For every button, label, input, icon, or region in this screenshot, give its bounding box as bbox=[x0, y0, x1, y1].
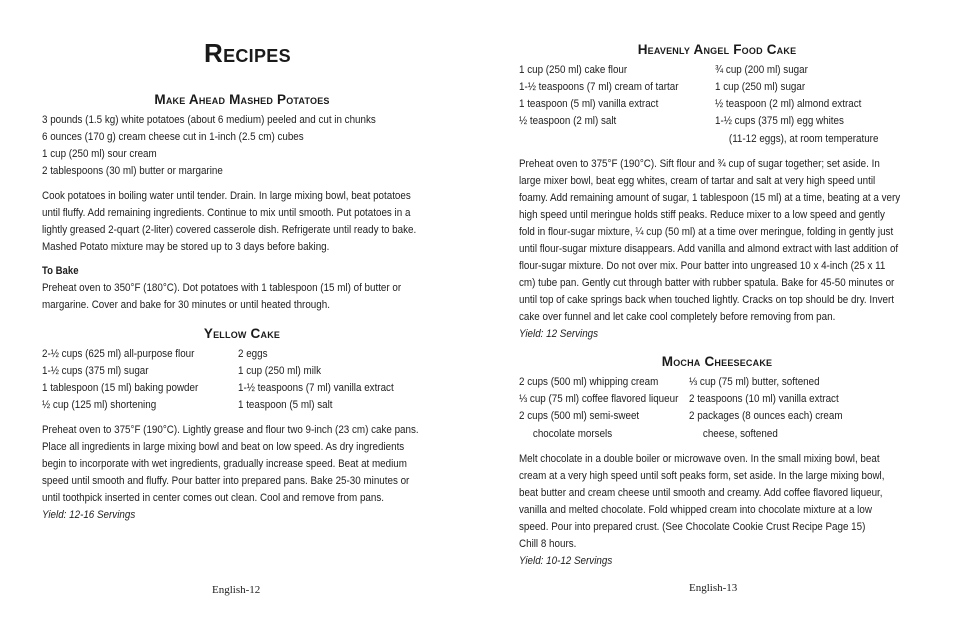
page-number-left: English-12 bbox=[212, 584, 261, 596]
page-number-right: English-13 bbox=[689, 582, 738, 594]
directions-line: until top of cake springs back when touched lightly. Cracks on top should be dry. Invert bbox=[519, 294, 894, 306]
directions-line: vanilla and melted chocolate. Fold whipped cream into chocolate mixture at a low bbox=[519, 504, 872, 516]
directions-line: cream at a very high speed until soft peaks form, set aside. In the large mixing bowl, bbox=[519, 470, 885, 482]
directions-line: beat butter and cream cheese until smooth and creamy. Add coffee flavored liqueur, bbox=[519, 487, 883, 499]
angel-food-yield: Yield: 12 Servings bbox=[519, 328, 599, 340]
mashed-directions bbox=[42, 188, 416, 256]
angel-food-heading: Heavenly Angel Food Cake bbox=[637, 42, 797, 57]
ingredient: 1 cup (250 ml) milk bbox=[238, 365, 322, 377]
ingredient: cheese, softened bbox=[702, 428, 778, 440]
directions-line: large mixer bowl, beat egg whites, cream of tartar and salt at very high speed until bbox=[519, 175, 876, 187]
page-title: Recipes bbox=[204, 38, 291, 68]
angel-food-directions bbox=[519, 156, 900, 326]
ingredient: 3 pounds (1.5 kg) white potatoes (about 6 medium) peeled and cut in chunks bbox=[42, 114, 376, 126]
directions-line: fold in flour-sugar mixture, ¼ cup (50 ml) at a time over meringue, folding in gently just bbox=[519, 226, 894, 238]
mocha-cheesecake-heading: Mocha Cheesecake bbox=[661, 354, 773, 369]
ingredient: 1 cup (250 ml) cake flour bbox=[519, 64, 628, 76]
ingredient: 1 teaspoon (5 ml) vanilla extract bbox=[519, 98, 659, 110]
ingredient: 2 teaspoons (10 ml) vanilla extract bbox=[689, 393, 839, 405]
ingredient: chocolate morsels bbox=[532, 428, 613, 440]
ingredient: 2 cups (500 ml) semi-sweet bbox=[519, 410, 640, 422]
directions-line: cm) tube pan. Gently cut through batter with rubber spatula. Bake for 45-50 minutes or bbox=[519, 277, 895, 289]
directions-line: until fluffy. Add remaining ingredients. Continue to mix until smooth. Put potatoes in a bbox=[42, 207, 411, 219]
ingredient: 1-½ teaspoons (7 ml) vanilla extract bbox=[238, 382, 394, 394]
ingredient: 1 cup (250 ml) sugar bbox=[715, 81, 806, 93]
ingredient: 1-½ cups (375 ml) sugar bbox=[42, 365, 149, 377]
directions-line: Preheat oven to 375°F (190°C). Sift flour and ¾ cup of sugar together; set aside. In bbox=[519, 158, 880, 170]
directions-line: Preheat oven to 375°F (190°C). Lightly grease and flour two 9-inch (23 cm) cake pans. bbox=[42, 424, 419, 436]
ingredient: 2 cups (500 ml) whipping cream bbox=[519, 376, 659, 388]
ingredient: 1 tablespoon (15 ml) baking powder bbox=[42, 382, 199, 394]
directions-line: Preheat oven to 350°F (180°C). Dot potatoes with 1 tablespoon (15 ml) of butter or bbox=[42, 282, 402, 294]
ingredient: ½ teaspoon (2 ml) almond extract bbox=[715, 98, 862, 110]
yellow-cake-heading: Yellow Cake bbox=[203, 326, 281, 341]
directions-line: until flour-sugar mixture disappears. Add vanilla and almond extract with last addition of bbox=[519, 243, 899, 255]
ingredient: 1 teaspoon (5 ml) salt bbox=[238, 399, 333, 411]
directions-line: Chill 8 hours. bbox=[519, 538, 577, 550]
ingredient: 1 cup (250 ml) sour cream bbox=[42, 148, 157, 160]
ingredient: ½ teaspoon (2 ml) salt bbox=[519, 115, 617, 127]
directions-line: until toothpick inserted in center comes out clean. Cool and remove from pans. bbox=[42, 492, 384, 504]
mashed-potatoes-heading: Make Ahead Mashed Potatoes bbox=[154, 92, 330, 107]
ingredient: 2 packages (8 ounces each) cream bbox=[689, 410, 843, 422]
mocha-cheesecake-directions bbox=[519, 451, 884, 553]
directions-line: speed. Pour into prepared crust. (See Chocolate Cookie Crust Recipe Page 15) bbox=[519, 521, 866, 533]
directions-line: begin to incorporate with wet ingredients, gradually increase speed. Beat at medium bbox=[42, 458, 407, 470]
directions-line: cake over funnel and let cake cool completely before removing from pan. bbox=[519, 311, 836, 323]
ingredient: 6 ounces (170 g) cream cheese cut in 1-inch (2.5 cm) cubes bbox=[42, 131, 304, 143]
directions-line: Melt chocolate in a double boiler or microwave oven. In the small mixing bowl, beat bbox=[519, 453, 880, 465]
ingredient: 1-½ cups (375 ml) egg whites bbox=[715, 115, 844, 127]
to-bake-directions bbox=[42, 280, 401, 314]
directions-line: Place all ingredients in large mixing bowl and beat on low speed. As dry ingredients bbox=[42, 441, 405, 453]
ingredient: ¾ cup (200 ml) sugar bbox=[715, 64, 808, 76]
directions-line: lightly greased 2-quart (2-liter) covered casserole dish. Refrigerate until ready to bake. bbox=[42, 224, 417, 236]
left-page bbox=[42, 0, 442, 618]
yellow-cake-yield: Yield: 12-16 Servings bbox=[42, 509, 136, 521]
ingredient: ⅓ cup (75 ml) butter, softened bbox=[689, 376, 820, 388]
directions-line: foamy. Add remaining amount of sugar, 1 tablespoon (15 ml) at a time, beating at a very bbox=[519, 192, 901, 204]
mocha-cheesecake-yield: Yield: 10-12 Servings bbox=[519, 555, 613, 567]
directions-line: flour-sugar mixture. Do not over mix. Pour batter into ungreased 10 x 4-inch (25 x 11 bbox=[519, 260, 886, 272]
directions-line: high speed until meringue holds stiff peaks. Reduce mixer to a low speed and gently bbox=[519, 209, 885, 221]
ingredient: 2-½ cups (625 ml) all-purpose flour bbox=[42, 348, 195, 360]
directions-line: Mashed Potato mixture may be stored up to 3 days before baking. bbox=[42, 241, 330, 253]
to-bake-label: To Bake bbox=[42, 265, 79, 277]
right-page bbox=[519, 0, 919, 618]
directions-line: margarine. Cover and bake for 30 minutes or until heated through. bbox=[42, 299, 330, 311]
ingredient: (11-12 eggs), at room temperature bbox=[728, 133, 879, 145]
ingredient: ½ cup (125 ml) shortening bbox=[42, 399, 157, 411]
ingredient: 2 tablespoons (30 ml) butter or margarine bbox=[42, 165, 223, 177]
directions-line: speed until smooth and fluffy. Pour batter into prepared pans. Bake 25-30 minutes or bbox=[42, 475, 410, 487]
ingredient: ⅓ cup (75 ml) coffee flavored liqueur bbox=[519, 393, 679, 405]
yellow-cake-directions bbox=[42, 422, 419, 507]
ingredient: 1-½ teaspoons (7 ml) cream of tartar bbox=[519, 81, 679, 93]
ingredient: 2 eggs bbox=[238, 348, 268, 360]
directions-line: Cook potatoes in boiling water until tender. Drain. In large mixing bowl, beat potatoes bbox=[42, 190, 411, 202]
